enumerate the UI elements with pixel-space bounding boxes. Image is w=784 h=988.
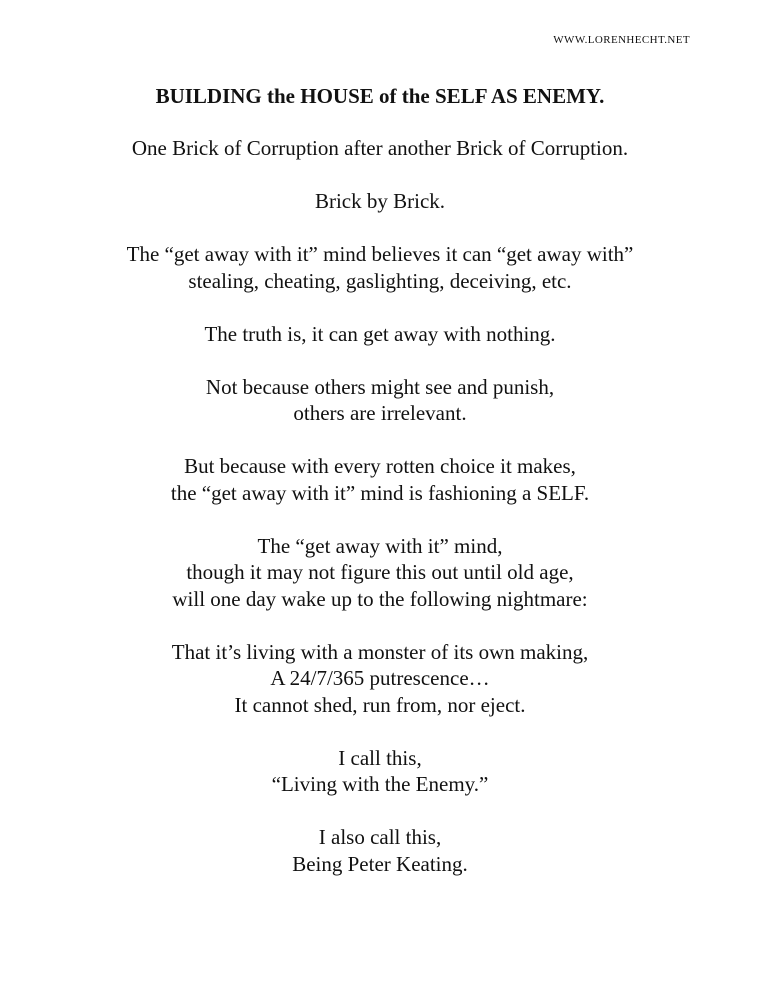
poem-line: But because with every rotten choice it makes, <box>184 454 576 478</box>
poem-line: The “get away with it” mind believes it can “get away with” <box>126 242 634 266</box>
stanza <box>0 321 760 348</box>
stanza <box>0 639 760 719</box>
poem-line: One Brick of Corruption after another Brick of Corruption. <box>131 136 629 160</box>
poem-line: Being Peter Keating. <box>292 851 468 876</box>
website-url: WWW.LORENHECHT.NET <box>553 34 690 46</box>
poem-body <box>0 135 760 904</box>
poem-line: the “get away with it” mind is fashioning a SELF. <box>170 480 590 505</box>
poem-line: will one day wake up to the following nightmare: <box>172 586 588 611</box>
poem-line: “Living with the Enemy.” <box>271 772 489 796</box>
poem-line: The truth is, it can get away with nothing. <box>204 321 556 346</box>
document-title: BUILDING the HOUSE of the SELF AS ENEMY. <box>155 84 605 108</box>
stanza <box>0 453 760 506</box>
stanza <box>0 241 760 294</box>
stanza <box>0 135 760 162</box>
poem-line: Brick by Brick. <box>314 189 446 213</box>
poem-line: I also call this, <box>318 825 442 849</box>
poem-line: Not because others might see and punish, <box>205 374 555 399</box>
poem-line: others are irrelevant. <box>293 401 467 425</box>
stanza <box>0 745 760 798</box>
stanza <box>0 374 760 427</box>
poem-line: stealing, cheating, gaslighting, deceiving, etc. <box>188 268 572 293</box>
poem-line: A 24/7/365 putrescence… <box>270 666 490 690</box>
poem-line: It cannot shed, run from, nor eject. <box>234 692 526 717</box>
poem-line: I call this, <box>338 745 422 770</box>
poem-line: That it’s living with a monster of its own making, <box>171 639 589 664</box>
stanza <box>0 824 760 877</box>
poem-line: The “get away with it” mind, <box>257 533 503 558</box>
stanza <box>0 188 760 215</box>
poem-line: though it may not figure this out until old age, <box>186 560 574 584</box>
stanza <box>0 533 760 613</box>
